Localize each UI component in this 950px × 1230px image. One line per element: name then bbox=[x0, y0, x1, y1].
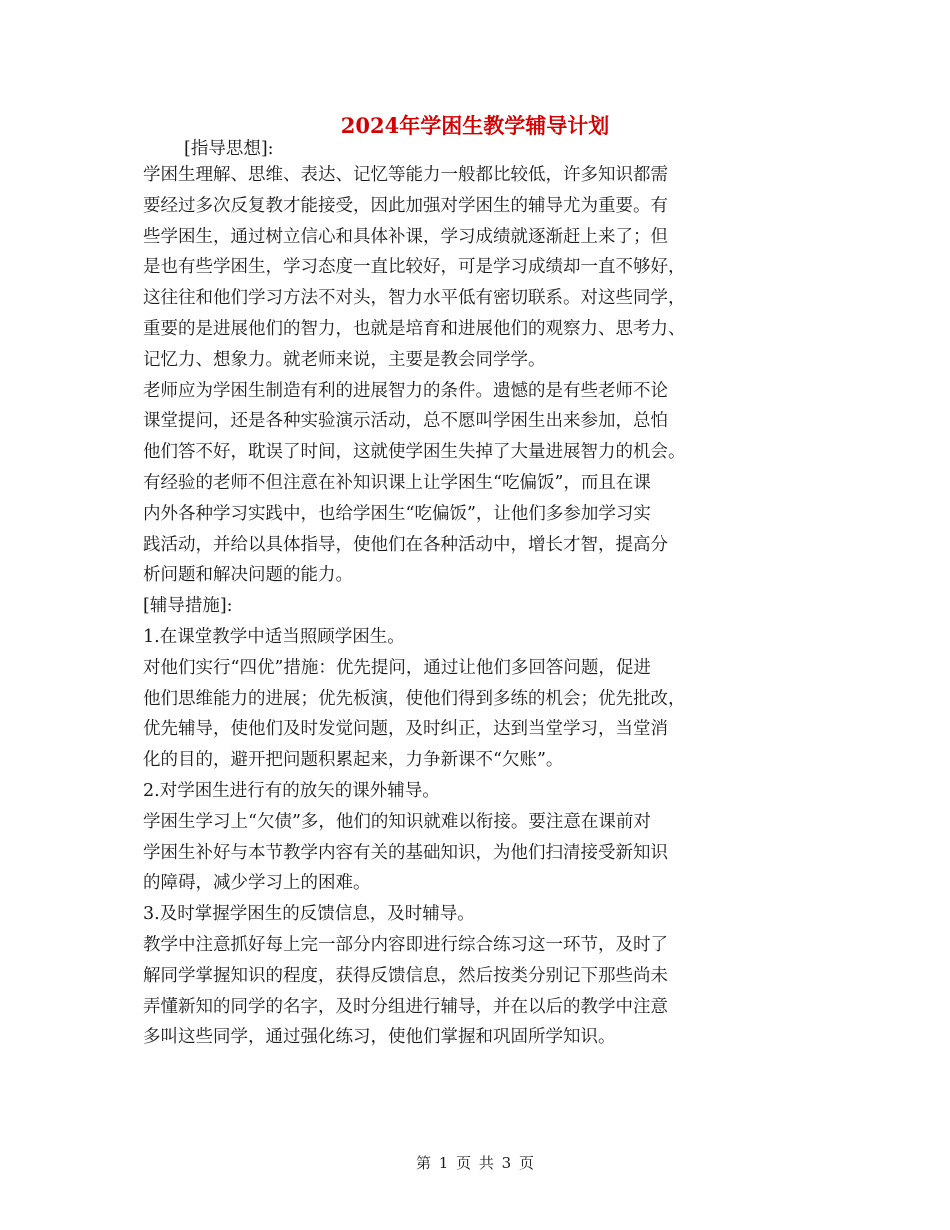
body-line: 弄懂新知的同学的名字，及时分组进行辅导，并在以后的教学中注意 bbox=[143, 996, 668, 1017]
body-line: 重要的是进展他们的智力，也就是培育和进展他们的观察力、思考力、 bbox=[143, 318, 686, 339]
body-line: 老师应为学困生制造有利的进展智力的条件。遗憾的是有些老师不论 bbox=[143, 380, 668, 401]
body-line: 学困生补好与本节教学内容有关的基础知识，为他们扫清接受新知识 bbox=[143, 842, 668, 863]
guide-heading: [指导思想]: bbox=[184, 139, 274, 159]
document-body bbox=[143, 160, 818, 1053]
body-line: 学困生理解、思维、表达、记忆等能力一般都比较低，许多知识都需 bbox=[143, 165, 668, 185]
body-line: 学困生学习上“欠债”多，他们的知识就难以衔接。要注意在课前对 bbox=[143, 811, 651, 832]
body-line: [辅导措施]: bbox=[143, 596, 233, 617]
body-line: 对他们实行“四优”措施：优先提问，通过让他们多回答问题，促进 bbox=[143, 657, 651, 678]
body-line: 1.在课堂教学中适当照顾学困生。 bbox=[143, 626, 405, 647]
body-line: 他们答不好，耽误了时间，这就使学困生失掉了大量进展智力的机会。 bbox=[143, 442, 686, 463]
body-line: 2.对学困生进行有的放矢的课外辅导。 bbox=[143, 780, 440, 801]
body-line: 的障碍，减少学习上的困难。 bbox=[143, 873, 371, 894]
body-line: 是也有些学困生，学习态度一直比较好，可是学习成绩却一直不够好， bbox=[143, 257, 686, 278]
document-title: 2024年学困生教学辅导计划 bbox=[340, 113, 610, 138]
body-line: 内外各种学习实践中，也给学困生“吃偏饭”，让他们多参加学习实 bbox=[143, 503, 651, 524]
body-line: 践活动，并给以具体指导，使他们在各种活动中，增长才智，提高分 bbox=[143, 534, 668, 555]
body-line: 析问题和解决问题的能力。 bbox=[143, 565, 353, 586]
body-line: 化的目的，避开把问题积累起来，力争新课不“欠账”。 bbox=[143, 750, 564, 771]
body-line: 些学困生，通过树立信心和具体补课，学习成绩就逐渐赶上来了；但 bbox=[143, 226, 668, 247]
body-line: 3.及时掌握学困生的反馈信息，及时辅导。 bbox=[143, 904, 475, 925]
body-line: 教学中注意抓好每上完一部分内容即进行综合练习这一环节，及时了 bbox=[143, 934, 668, 955]
body-line: 多叫这些同学，通过强化练习，使他们掌握和巩固所学知识。 bbox=[143, 1027, 616, 1048]
page-footer: 第 1 页 共 3 页 bbox=[416, 1154, 534, 1172]
body-line: 优先辅导，使他们及时发觉问题，及时纠正，达到当堂学习，当堂消 bbox=[143, 719, 668, 740]
body-line: 这往往和他们学习方法不对头，智力水平低有密切联系。对这些同学， bbox=[143, 288, 686, 309]
body-line: 记忆力、想象力。就老师来说，主要是教会同学学。 bbox=[143, 349, 546, 370]
body-line: 有经验的老师不但注意在补知识课上让学困生“吃偏饭”，而且在课 bbox=[143, 472, 651, 493]
body-line: 课堂提问，还是各种实验演示活动，总不愿叫学困生出来参加，总怕 bbox=[143, 411, 668, 432]
body-line: 要经过多次反复教才能接受，因此加强对学困生的辅导尤为重要。有 bbox=[143, 195, 668, 216]
body-line: 解同学掌握知识的程度，获得反馈信息，然后按类分别记下那些尚未 bbox=[143, 965, 668, 986]
body-line: 他们思维能力的进展；优先板演，使他们得到多练的机会；优先批改， bbox=[143, 688, 686, 709]
